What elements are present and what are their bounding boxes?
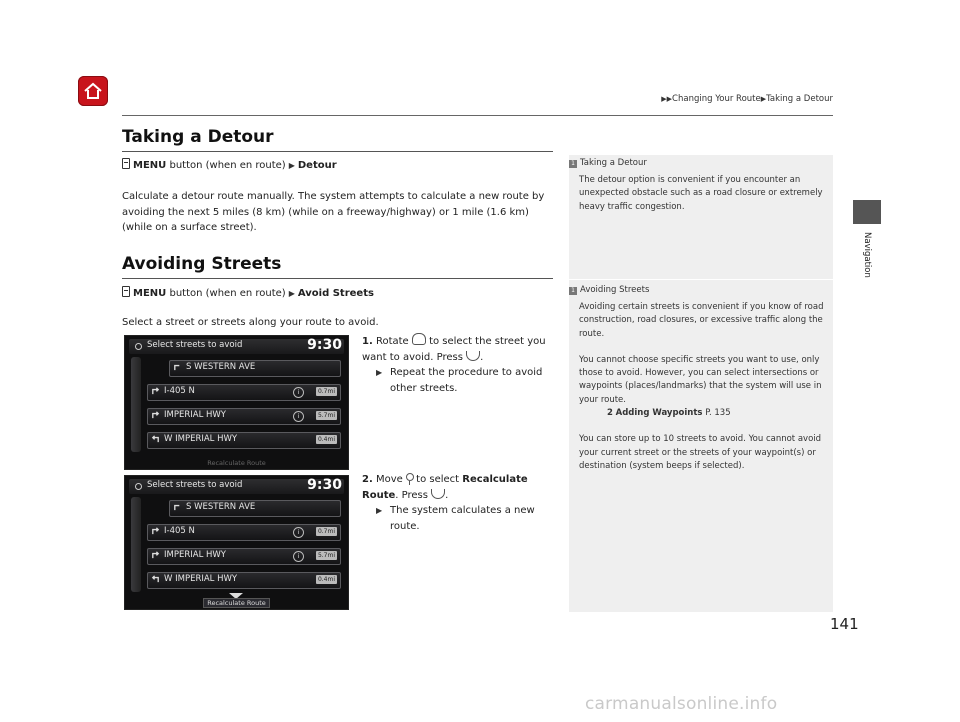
home-button[interactable] (78, 76, 108, 106)
breadcrumb-item-changing-route[interactable]: Changing Your Route (672, 94, 761, 104)
screen-clock: 9:30 (307, 477, 342, 493)
home-icon (83, 82, 103, 100)
recalculate-route-button-selected[interactable]: Recalculate Route (125, 599, 348, 607)
info-icon[interactable]: i (293, 411, 304, 422)
result-arrow-icon: ▶ (376, 506, 383, 515)
turn-right-icon (151, 386, 160, 395)
interface-dial-icon (412, 333, 426, 345)
section-divider (122, 278, 553, 279)
menu-button-label: MENU (133, 288, 167, 299)
breadcrumb (620, 94, 833, 104)
list-item[interactable]: W IMPERIAL HWY 0.4mi (147, 572, 341, 589)
note-title-detour: 1 Taking a Detour (569, 158, 647, 168)
search-icon (135, 483, 142, 490)
detour-paragraph: Calculate a detour route manually. The system attempts to calculate a new route by avoiding the next 5 miles (8 km) (while on a freeway/highway) or 1 mile (1.6 km) (while on a surface street). (122, 191, 545, 233)
list-item[interactable]: I-405 N i 0.7mi (147, 384, 341, 401)
list-item[interactable]: IMPERIAL HWY i 5.7mi (147, 548, 341, 565)
breadcrumb-arrow-icon: ▶ (760, 95, 767, 103)
screen-header (129, 339, 344, 354)
menu-path-avoid (122, 286, 374, 299)
menu-path-text: button (when en route) (169, 288, 286, 299)
enter-press-icon (466, 351, 480, 361)
screen-header (129, 479, 344, 494)
menu-path-text: button (when en route) (169, 160, 286, 171)
note-body-avoid: Avoiding certain streets is convenient if you know of road construction, road closures, or excessive traffic along the route. You cannot choose specific streets you want to use, only those to avoid. However, you can select intersections or waypoints (places/landmarks) that the system will use in your route. 2 Adding Waypoints P. 135 You can store up to 10 streets to avoid. You cannot avoid your current street or the streets of your waypoint(s) or destination (system beeps if selected). (579, 301, 827, 473)
section-title-avoid: Avoiding Streets (122, 254, 282, 274)
distance-badge: 5.7mi (317, 412, 335, 419)
step-2: 2. Move to select Recalculate Route. Press . ▶ The system calculates a new route. (362, 472, 554, 534)
turn-left-icon (151, 434, 160, 443)
hardware-button-icon (122, 158, 130, 169)
breadcrumb-arrow-icon: ▶▶ (661, 95, 673, 103)
note-divider (569, 279, 833, 280)
menu-button-label: MENU (133, 160, 167, 171)
hardware-button-icon (122, 286, 130, 297)
interface-dial-move-icon (406, 473, 413, 484)
note-icon: 1 (569, 287, 577, 295)
turn-right-icon (151, 550, 160, 559)
header-divider (122, 115, 833, 116)
list-item[interactable]: IMPERIAL HWY i 5.7mi (147, 408, 341, 425)
screen-clock: 9:30 (307, 337, 342, 353)
turn-arrow-icon (173, 502, 182, 511)
info-icon[interactable]: i (293, 551, 304, 562)
search-icon (135, 343, 142, 350)
step-1: 1. Rotate to select the street you want to avoid. Press . ▶ Repeat the procedure to avoid other streets. (362, 333, 554, 396)
link-arrow-icon: 2 (607, 408, 613, 419)
note-icon: 1 (569, 160, 577, 168)
avoid-intro: Select a street or streets along your route to avoid. (122, 317, 379, 328)
menu-path-target: Avoid Streets (297, 288, 374, 299)
route-rail (131, 497, 141, 592)
recalculate-route-button[interactable]: Recalculate Route (207, 459, 266, 467)
step-1-result: ▶ Repeat the procedure to avoid other streets. (376, 367, 543, 394)
distance-badge: 0.7mi (317, 388, 335, 395)
note-title-avoid: 1 Avoiding Streets (569, 285, 649, 295)
distance-badge: 0.7mi (317, 528, 335, 535)
cross-reference-link[interactable]: 2 Adding Waypoints P. 135 (607, 408, 731, 419)
turn-arrow-icon (173, 362, 182, 371)
menu-path-detour (122, 158, 337, 171)
chapter-tab-label: Navigation (862, 232, 872, 278)
turn-right-icon (151, 526, 160, 535)
breadcrumb-item-taking-detour[interactable]: Taking a Detour (766, 94, 833, 104)
info-icon[interactable]: i (293, 527, 304, 538)
turn-left-icon (151, 574, 160, 583)
list-item[interactable]: S WESTERN AVE (169, 360, 341, 377)
street-list (131, 497, 341, 592)
screen-title: Select streets to avoid (147, 340, 243, 350)
chapter-tab-marker[interactable] (853, 200, 881, 224)
nav-screen-step2 (124, 475, 349, 610)
screen-title: Select streets to avoid (147, 480, 243, 490)
section-title-detour: Taking a Detour (122, 127, 274, 147)
street-list (131, 357, 341, 452)
menu-path-target: Detour (297, 160, 337, 171)
list-item[interactable]: W IMPERIAL HWY 0.4mi (147, 432, 341, 449)
distance-badge: 5.7mi (317, 552, 335, 559)
page-number: 141 (830, 615, 859, 633)
path-arrow-icon: ▶ (288, 289, 295, 298)
distance-badge: 0.4mi (317, 436, 335, 443)
section-divider (122, 151, 553, 152)
note-body-detour: The detour option is convenient if you encounter an unexpected obstacle such as a road closure or extremely heavy traffic congestion. (579, 175, 823, 212)
nav-screen-step1 (124, 335, 349, 470)
step-2-result: ▶ The system calculates a new route. (376, 505, 535, 532)
turn-right-icon (151, 410, 160, 419)
list-item[interactable]: S WESTERN AVE (169, 500, 341, 517)
distance-badge: 0.4mi (317, 576, 335, 583)
list-item[interactable]: I-405 N i 0.7mi (147, 524, 341, 541)
watermark: carmanualsonline.info (585, 694, 778, 714)
path-arrow-icon: ▶ (288, 161, 295, 170)
result-arrow-icon: ▶ (376, 368, 383, 377)
route-rail (131, 357, 141, 452)
enter-press-icon (431, 489, 445, 499)
info-icon[interactable]: i (293, 387, 304, 398)
